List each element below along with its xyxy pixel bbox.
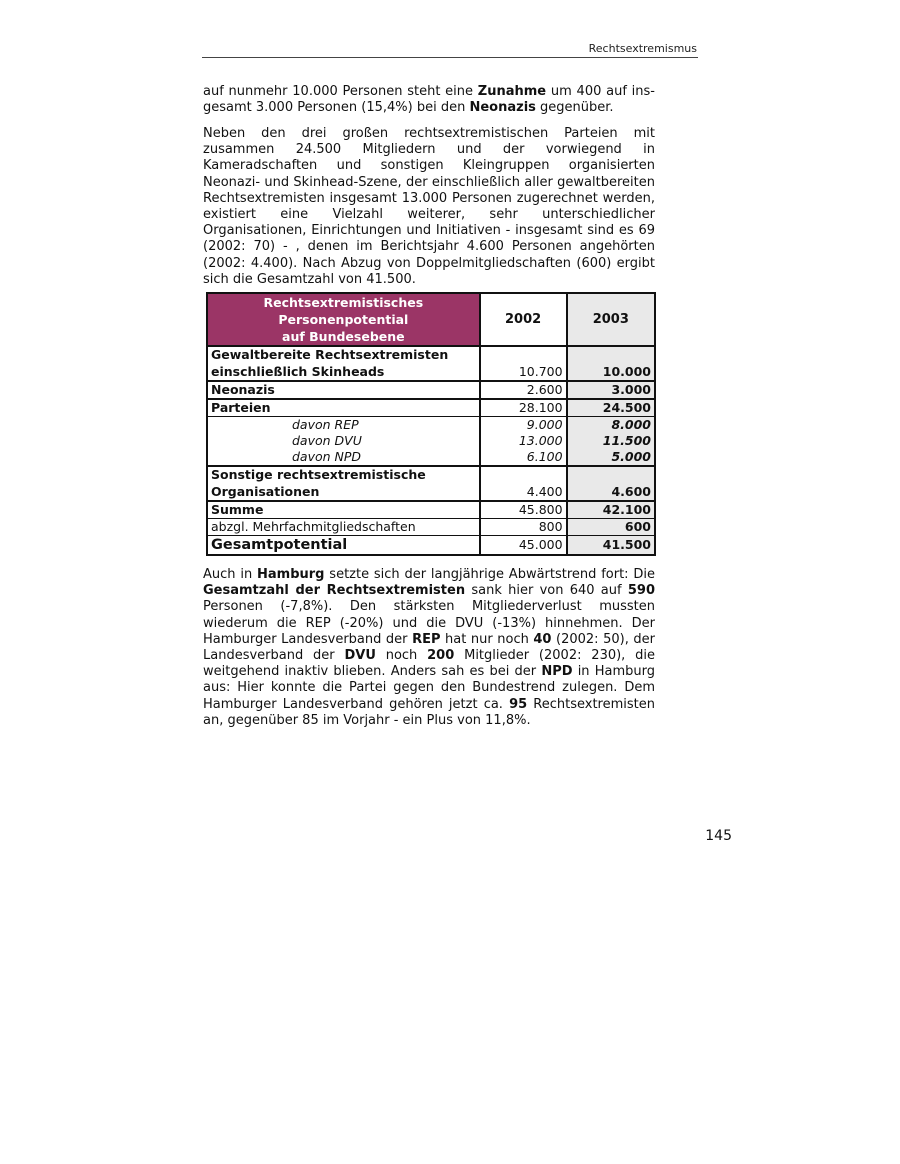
value-2002: 9.000 — [480, 417, 567, 434]
table-row-total — [207, 536, 655, 556]
row-label: Sonstige rechtsextremistische Organisationen — [207, 466, 480, 501]
emphasis-zunahme: Zunahme — [477, 84, 547, 99]
page-number: 145 — [705, 828, 732, 844]
row-label: Parteien — [207, 399, 480, 417]
value-2002: 10.700 — [480, 346, 567, 381]
running-header-title: Rechtsextremismus — [588, 42, 697, 55]
row-label: davon DVU — [207, 433, 480, 449]
value-2002: 4.400 — [480, 466, 567, 501]
row-label: davon REP — [207, 417, 480, 434]
value-2003: 10.000 — [567, 346, 655, 381]
header-rule — [202, 57, 698, 58]
row-label: abzgl. Mehrfachmitgliedschaften — [207, 519, 480, 536]
value-2002: 28.100 — [480, 399, 567, 417]
paragraph-neonazi-increase: auf nunmehr 10.000 Personen steht eine Zunahme um 400 auf ins-gesamt 3.000 Personen (15,4%) bei den Neonazis gegenüber. — [203, 84, 655, 116]
paragraph-organisations: Neben den drei großen rechtsextremistischen Parteien mit zusammen 24.500 Mitgliedern und der vorwiegend in Kameradschaften und sonstigen Kleingruppen organisierten Neonazi- und Skinhead-Szene, der einschließlich aller gewaltbereiten Rechtsextremisten insgesamt 13.000 Personen zugerechnet werden, existiert eine Vielzahl weiterer, sehr unterschiedlicher Organisationen, Einrichtungen und Initiativen - insgesamt sind es 69 (2002: 70) - , denen im Berichtsjahr 4.600 Personen angehörten (2002: 4.400). Nach Abzug von Doppelmitgliedschaften (600) ergibt sich die Gesamtzahl von 41.500. — [203, 126, 655, 287]
table-header-label: Rechtsextremistisches Personenpotential auf Bundesebene — [207, 293, 480, 346]
value-2002: 2.600 — [480, 381, 567, 399]
table-row — [207, 501, 655, 519]
value-2002: 13.000 — [480, 433, 567, 449]
value-2002: 6.100 — [480, 449, 567, 466]
table-row — [207, 381, 655, 399]
table-row — [207, 399, 655, 417]
table-row — [207, 449, 655, 466]
row-label: Gewaltbereite Rechtsextremisten einschließlich Skinheads — [207, 346, 480, 381]
value-2003: 8.000 — [567, 417, 655, 434]
column-header-2003: 2003 — [567, 293, 655, 346]
table-row — [207, 519, 655, 536]
value-2003: 4.600 — [567, 466, 655, 501]
value-2003: 41.500 — [567, 536, 655, 556]
table-row — [207, 433, 655, 449]
row-label: Gesamtpotential — [207, 536, 480, 556]
value-2003: 11.500 — [567, 433, 655, 449]
column-header-2002: 2002 — [480, 293, 567, 346]
table-header-row — [207, 293, 655, 346]
value-2003: 600 — [567, 519, 655, 536]
value-2003: 42.100 — [567, 501, 655, 519]
table-row — [207, 417, 655, 434]
row-label: Neonazis — [207, 381, 480, 399]
value-2003: 24.500 — [567, 399, 655, 417]
paragraph-hamburg: Auch in Hamburg setzte sich der langjährige Abwärtstrend fort: Die Gesamtzahl der Rechtsextremisten sank hier von 640 auf 590 Personen (-7,8%). Den stärksten Mitgliederverlust mussten wiederum die REP (-20%) und die DVU (-13%) hinnehmen. Der Hamburger Landesverband der REP hat nur noch 40 (2002: 50), der Landesverband der DVU noch 200 Mitglieder (2002: 230), die weitgehend inaktiv blieben. Anders sah es bei der NPD in Hamburg aus: Hier konnte die Partei gegen den Bundestrend zulegen. Dem Hamburger Landesverband gehören jetzt ca. 95 Rechtsextremisten an, gegenüber 85 im Vorjahr - ein Plus von 11,8%. — [203, 567, 655, 728]
value-2003: 3.000 — [567, 381, 655, 399]
value-2003: 5.000 — [567, 449, 655, 466]
table-row — [207, 466, 655, 501]
value-2002: 45.000 — [480, 536, 567, 556]
emphasis-neonazis: Neonazis — [469, 100, 536, 116]
row-label: Summe — [207, 501, 480, 519]
personenpotential-table — [206, 292, 656, 556]
value-2002: 800 — [480, 519, 567, 536]
table-row — [207, 346, 655, 381]
row-label: davon NPD — [207, 449, 480, 466]
value-2002: 45.800 — [480, 501, 567, 519]
